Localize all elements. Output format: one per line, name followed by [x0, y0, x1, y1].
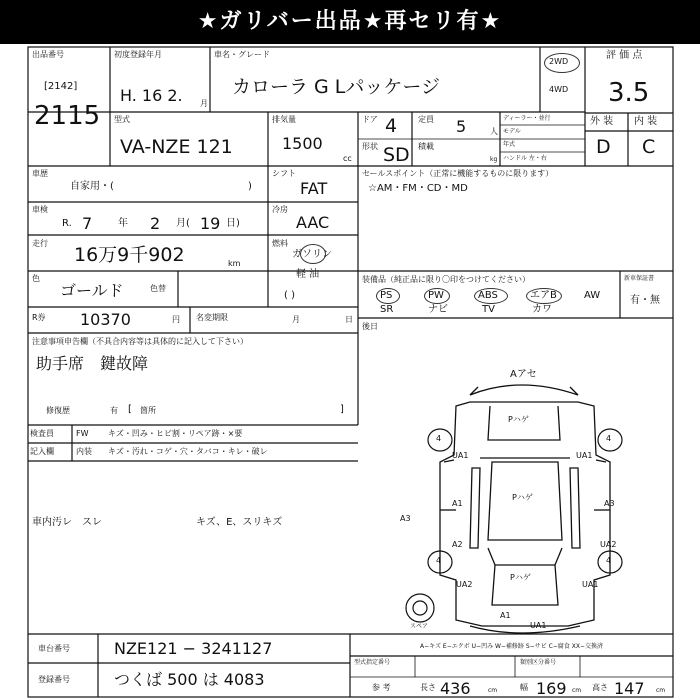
mark-ua-rear: UA1: [530, 621, 547, 630]
displacement-unit: cc: [343, 154, 352, 163]
equip-navi: ナビ: [428, 304, 448, 315]
mark-ua-fr: UA1: [576, 451, 593, 460]
mark-a3-right: A3: [604, 499, 615, 508]
equip-sr: SR: [380, 304, 394, 315]
repair-bracket-close: ]: [340, 404, 344, 415]
capacity-unit: 人: [490, 127, 498, 136]
repair-bracket-text: 箇所: [140, 406, 156, 415]
warranty-value: 有・無: [630, 295, 660, 306]
fw-label: FW: [76, 429, 89, 438]
equip-airbag-circle: [526, 288, 562, 304]
inspector-label-1: 検査員: [30, 429, 54, 438]
dealer-model-label: モデル: [503, 128, 521, 135]
mark-a2-right: UA2: [600, 540, 617, 549]
inspector-label-2: 記入欄: [30, 447, 54, 456]
mark-rr-tire: 4: [606, 556, 612, 565]
equip-tv: TV: [482, 304, 495, 315]
recycle-value: 10370: [80, 310, 131, 329]
size-length-unit: cm: [488, 687, 498, 694]
int-value: C: [642, 136, 656, 158]
inspection-month: 2: [150, 214, 161, 233]
registration-value: つくば 500 は 4083: [114, 670, 265, 689]
doors-label: ドア: [362, 115, 378, 124]
fuel-other: ( ): [284, 290, 295, 301]
usage-label: 車歴: [32, 169, 48, 178]
fw-text: キズ・凹み・ヒビ割・リペア跡・×要: [108, 429, 243, 438]
equip-leather: カワ: [532, 304, 552, 315]
mileage-value: 16万9千902: [74, 244, 185, 266]
warranty-label: 新車保証書: [624, 275, 655, 282]
fuel-gasoline: ガソリン: [292, 249, 332, 260]
load-unit: kg: [490, 156, 498, 163]
aircon-value: AAC: [296, 213, 330, 232]
notes-label: 注意事項申告欄（不具合内容等は具体的に記入して下さい）: [32, 337, 248, 346]
size-height: 147: [614, 679, 645, 698]
dealer-year-label: 年式: [503, 141, 516, 148]
color-value: ゴールド: [60, 281, 124, 300]
equip-aw: AW: [584, 290, 601, 301]
registration-label: 登録番号: [38, 675, 70, 684]
name-change-day: 日: [345, 315, 353, 324]
diagram-legend: A−キズ E−エクボ U−凹み W−補修跡 S−サビ C−腐食 XX−交換済: [420, 643, 603, 650]
usage-value: 自家用・(: [70, 181, 114, 192]
shift-label: シフト: [272, 169, 296, 178]
mark-a1-side: A1: [500, 611, 511, 620]
inspection-month-unit: 月(: [176, 218, 190, 229]
usage-close: ): [248, 181, 252, 192]
lot-small-number: [2142]: [44, 81, 78, 92]
after-day-label: 後日: [362, 322, 378, 331]
lot-label: 出品番号: [32, 50, 64, 59]
equip-pw: PW: [428, 290, 444, 301]
ext-label: 外 装: [590, 116, 614, 127]
size-length-label: 長さ: [420, 683, 436, 692]
fuel-label: 燃料: [272, 239, 288, 248]
size-model-label: 型式指定番号: [354, 659, 391, 666]
equip-abs-circle: [474, 288, 508, 304]
sheet-header: ★ガリバー出品★再セリ有★: [0, 0, 700, 44]
color-swap-label: 色替: [150, 284, 166, 293]
score-label: 評 価 点: [606, 50, 643, 61]
model-value: VA-NZE 121: [120, 136, 233, 158]
mark-a3-side: A3: [400, 514, 411, 523]
drive-4wd: 4WD: [549, 85, 569, 94]
mark-ua-rl: UA2: [456, 580, 473, 589]
size-ref-label: 参 考: [372, 683, 391, 692]
fuel-diesel: 軽 油: [296, 269, 320, 280]
lot-number: 2115: [34, 101, 101, 131]
mark-ua-rr: UA1: [582, 580, 599, 589]
mark-hood: Pハゲ: [508, 415, 529, 424]
size-class-label: 類別区分番号: [520, 659, 557, 666]
chassis-value: NZE121 − 3241127: [114, 639, 273, 658]
sales-point-label: セールスポイント（正常に機能するものに限ります）: [362, 169, 554, 178]
capacity-value: 5: [456, 117, 467, 136]
mark-trunk: Pハゲ: [510, 573, 531, 582]
inspector-note-1: 車内汚レ スレ: [32, 517, 102, 528]
shift-value: FAT: [300, 179, 328, 198]
notes-value: 助手席 鍵故障: [36, 354, 149, 373]
in-label: 内装: [76, 447, 92, 456]
model-label: 型式: [114, 115, 130, 124]
first-reg-label: 初度登録年月: [114, 50, 162, 59]
equipment-label: 装備品（純正品に限り〇印をつけてください）: [362, 275, 530, 284]
inspection-day: 19: [200, 214, 221, 233]
mileage-label: 走行: [32, 239, 48, 248]
int-label: 内 装: [634, 116, 658, 127]
dealer-type: ディーラー・並行: [503, 115, 551, 122]
chassis-label: 車台番号: [38, 644, 70, 653]
diagram-front-label: Aアセ: [510, 369, 537, 380]
doors-value: 4: [385, 115, 398, 137]
diagram-spare-label: スペア: [410, 623, 429, 630]
size-length: 436: [440, 679, 471, 698]
mark-rl-tire: 4: [436, 556, 442, 565]
size-width: 169: [536, 679, 567, 698]
mark-a2-left: A2: [452, 540, 463, 549]
displacement-value: 1500: [282, 134, 323, 153]
mileage-unit: km: [228, 259, 241, 268]
load-label: 積載: [418, 142, 434, 151]
repair-bracket-open: [: [128, 404, 132, 415]
equip-ps: PS: [380, 290, 393, 301]
name-change-label: 名変期限: [196, 313, 228, 322]
equip-ps-circle: [376, 288, 400, 304]
equip-abs: ABS: [478, 290, 498, 301]
repair-value: 有: [110, 406, 118, 415]
in-text: キズ・汚れ・コゲ・穴・タバコ・キレ・破レ: [108, 447, 268, 456]
mark-roof: Pハゲ: [512, 493, 533, 502]
car-name-value: カローラ G Lパッケージ: [232, 76, 441, 98]
aircon-label: 冷房: [272, 205, 288, 214]
color-label: 色: [32, 274, 40, 283]
inspector-note-2: キズ、E、スリキズ: [196, 517, 283, 528]
mark-fl-tire: 4: [436, 434, 442, 443]
equip-pw-circle: [424, 288, 450, 304]
sales-point-value: ☆AM・FM・CD・MD: [368, 183, 468, 194]
size-width-label: 幅: [520, 683, 528, 692]
ext-value: D: [596, 136, 611, 158]
inspection-era: R.: [62, 218, 72, 229]
first-reg-value: H. 16 2.: [120, 86, 183, 105]
inspection-year-unit: 年: [118, 218, 128, 229]
mark-ua-fl: UA1: [452, 451, 469, 460]
size-height-unit: cm: [656, 687, 666, 694]
size-height-label: 高さ: [592, 683, 608, 692]
shape-value: SD: [383, 144, 410, 166]
recycle-unit: 円: [172, 315, 180, 324]
inspection-day-unit: 日): [226, 218, 240, 229]
mark-fr-tire: 4: [606, 434, 612, 443]
score-value: 3.5: [608, 78, 650, 108]
dealer-handle: ハンドル 左・右: [503, 155, 547, 162]
inspection-year: 7: [82, 214, 93, 233]
repair-label: 修復歴: [46, 406, 70, 415]
recycle-label: R券: [32, 313, 46, 322]
equip-airbag: エアB: [530, 290, 557, 301]
capacity-label: 定員: [418, 115, 434, 124]
shape-label: 形状: [362, 142, 378, 151]
name-change-month: 月: [292, 315, 300, 324]
mark-a1-left: A1: [452, 499, 463, 508]
drive-2wd: 2WD: [549, 57, 569, 66]
inspection-label: 車検: [32, 205, 48, 214]
size-width-unit: cm: [572, 687, 582, 694]
first-reg-month-unit: 月: [200, 99, 208, 108]
displacement-label: 排気量: [272, 115, 296, 124]
car-name-label: 車名・グレード: [214, 50, 270, 59]
